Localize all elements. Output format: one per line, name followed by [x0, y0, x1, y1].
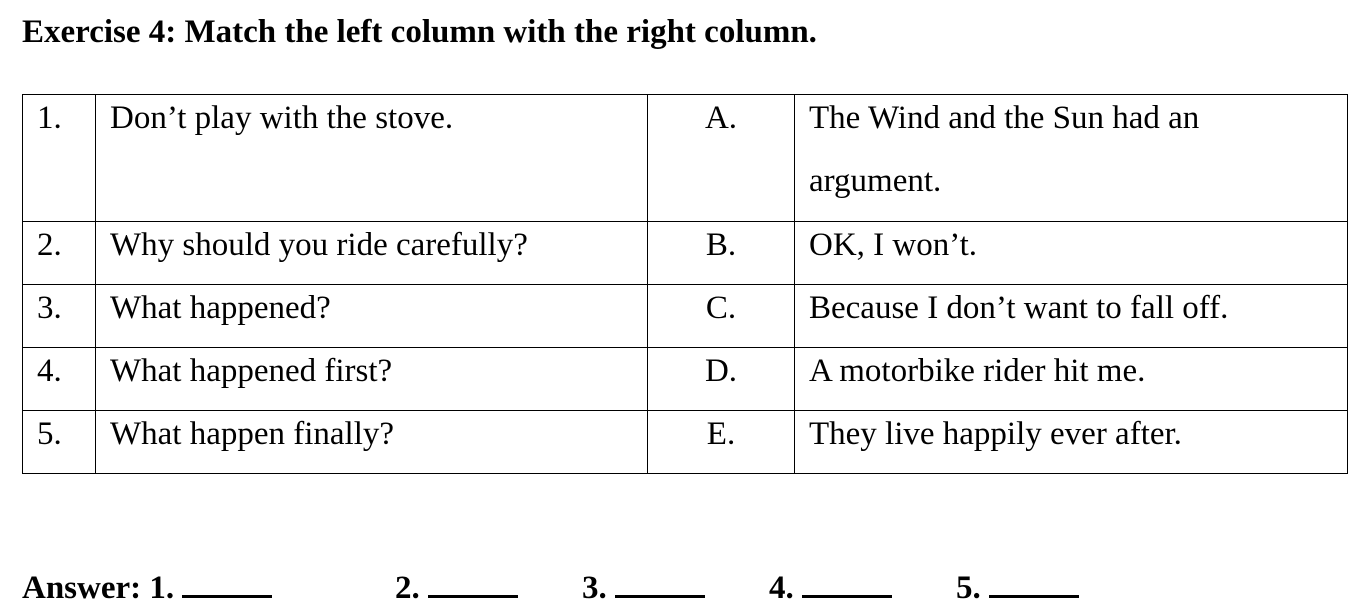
- right-column-item: A motorbike rider hit me.: [795, 348, 1348, 411]
- answer-blank[interactable]: [428, 560, 518, 598]
- right-column-item: Because I don’t want to fall off.: [795, 285, 1348, 348]
- matching-table: [22, 94, 1348, 474]
- answer-number: 5.: [956, 570, 981, 606]
- row-number: 2.: [23, 222, 96, 285]
- left-column-item: Don’t play with the stove.: [96, 95, 648, 222]
- answer-blank[interactable]: [802, 560, 892, 598]
- left-column-item: What happened first?: [96, 348, 648, 411]
- answer-slot: [956, 560, 1079, 610]
- answer-blank[interactable]: [615, 560, 705, 598]
- table-row: [23, 95, 1348, 222]
- left-column-item: What happened?: [96, 285, 648, 348]
- answer-number: 2.: [395, 570, 420, 606]
- right-column-item: The Wind and the Sun had an argument.: [795, 95, 1348, 222]
- row-number: 5.: [23, 411, 96, 474]
- answer-blank[interactable]: [989, 560, 1079, 598]
- answer-slot: [395, 560, 518, 610]
- exercise-title: Exercise 4: Match the left column with the right column.: [22, 14, 817, 50]
- row-letter: D.: [648, 348, 795, 411]
- right-column-item: They live happily ever after.: [795, 411, 1348, 474]
- table-row: [23, 411, 1348, 474]
- left-column-item: Why should you ride carefully?: [96, 222, 648, 285]
- row-letter: A.: [648, 95, 795, 222]
- answer-slot: [582, 560, 705, 610]
- answer-label: Answer:: [22, 570, 142, 606]
- answer-slot: [769, 560, 892, 610]
- row-number: 4.: [23, 348, 96, 411]
- table-row: [23, 348, 1348, 411]
- answer-label-group: [22, 560, 272, 610]
- table-row: [23, 222, 1348, 285]
- answer-number: 3.: [582, 570, 607, 606]
- row-letter: E.: [648, 411, 795, 474]
- answer-blank[interactable]: [182, 560, 272, 598]
- row-number: 3.: [23, 285, 96, 348]
- left-column-item: What happen finally?: [96, 411, 648, 474]
- answer-number: 4.: [769, 570, 794, 606]
- row-number: 1.: [23, 95, 96, 222]
- row-letter: C.: [648, 285, 795, 348]
- answer-number: 1.: [149, 570, 175, 606]
- right-column-item: OK, I won’t.: [795, 222, 1348, 285]
- row-letter: B.: [648, 222, 795, 285]
- table-row: [23, 285, 1348, 348]
